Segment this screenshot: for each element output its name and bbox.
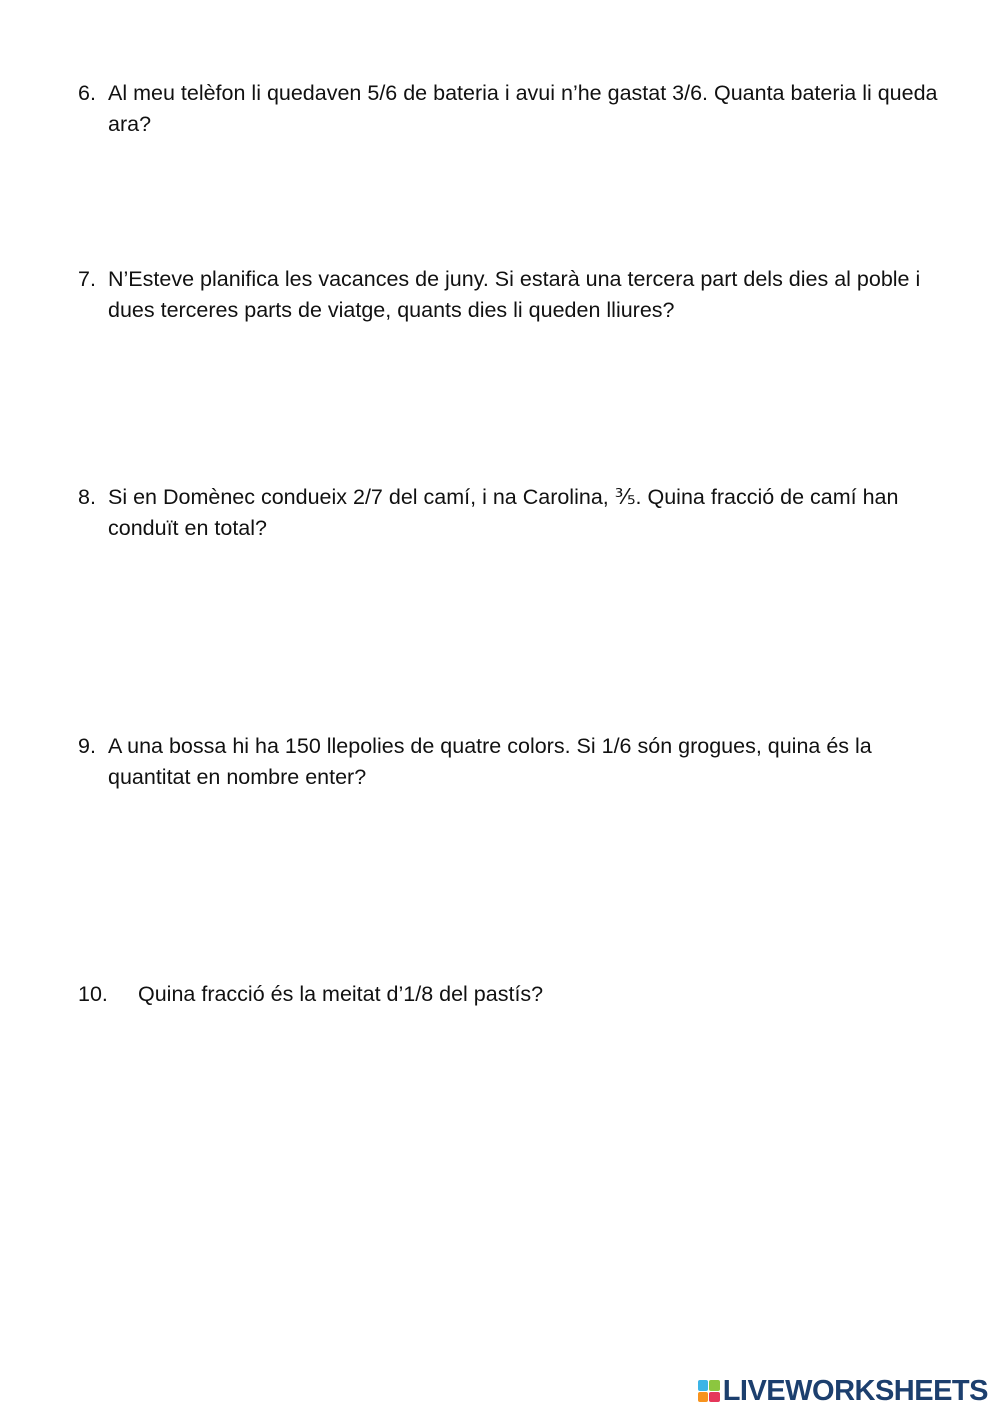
question-text: Al meu telèfon li quedaven 5/6 de bateria i avui n’he gastat 3/6. Quanta bateria li queda ara? [108,81,938,136]
logo-square-1 [698,1380,709,1391]
question-7 [78,264,958,326]
question-text: Si en Domènec condueix 2/7 del camí, i na Carolina, ⅗. Quina fracció de camí han conduït en total? [108,485,899,540]
question-8 [78,482,958,544]
logo-square-2 [709,1380,720,1391]
logo-square-4 [709,1392,720,1403]
liveworksheets-logo [698,1376,988,1406]
question-10 [78,979,958,1010]
question-number: 9. [78,734,96,758]
logo-square-3 [698,1392,709,1403]
question-9 [78,731,958,793]
question-number: 10. [78,982,108,1006]
question-text: Quina fracció és la meitat d’1/8 del pastís? [138,982,544,1006]
question-number: 6. [78,81,96,105]
liveworksheets-logo-icon [698,1380,720,1402]
question-number: 7. [78,267,96,291]
logo-text: LIVEWORKSHEETS [722,1375,988,1407]
question-6 [78,78,958,140]
question-number: 8. [78,485,96,509]
question-text: N’Esteve planifica les vacances de juny. Si estarà una tercera part dels dies al poble i dues terceres parts de viatge, quants dies li queden lliures? [108,267,921,322]
question-text: A una bossa hi ha 150 llepolies de quatre colors. Si 1/6 són grogues, quina és la quantitat en nombre enter? [108,734,872,789]
